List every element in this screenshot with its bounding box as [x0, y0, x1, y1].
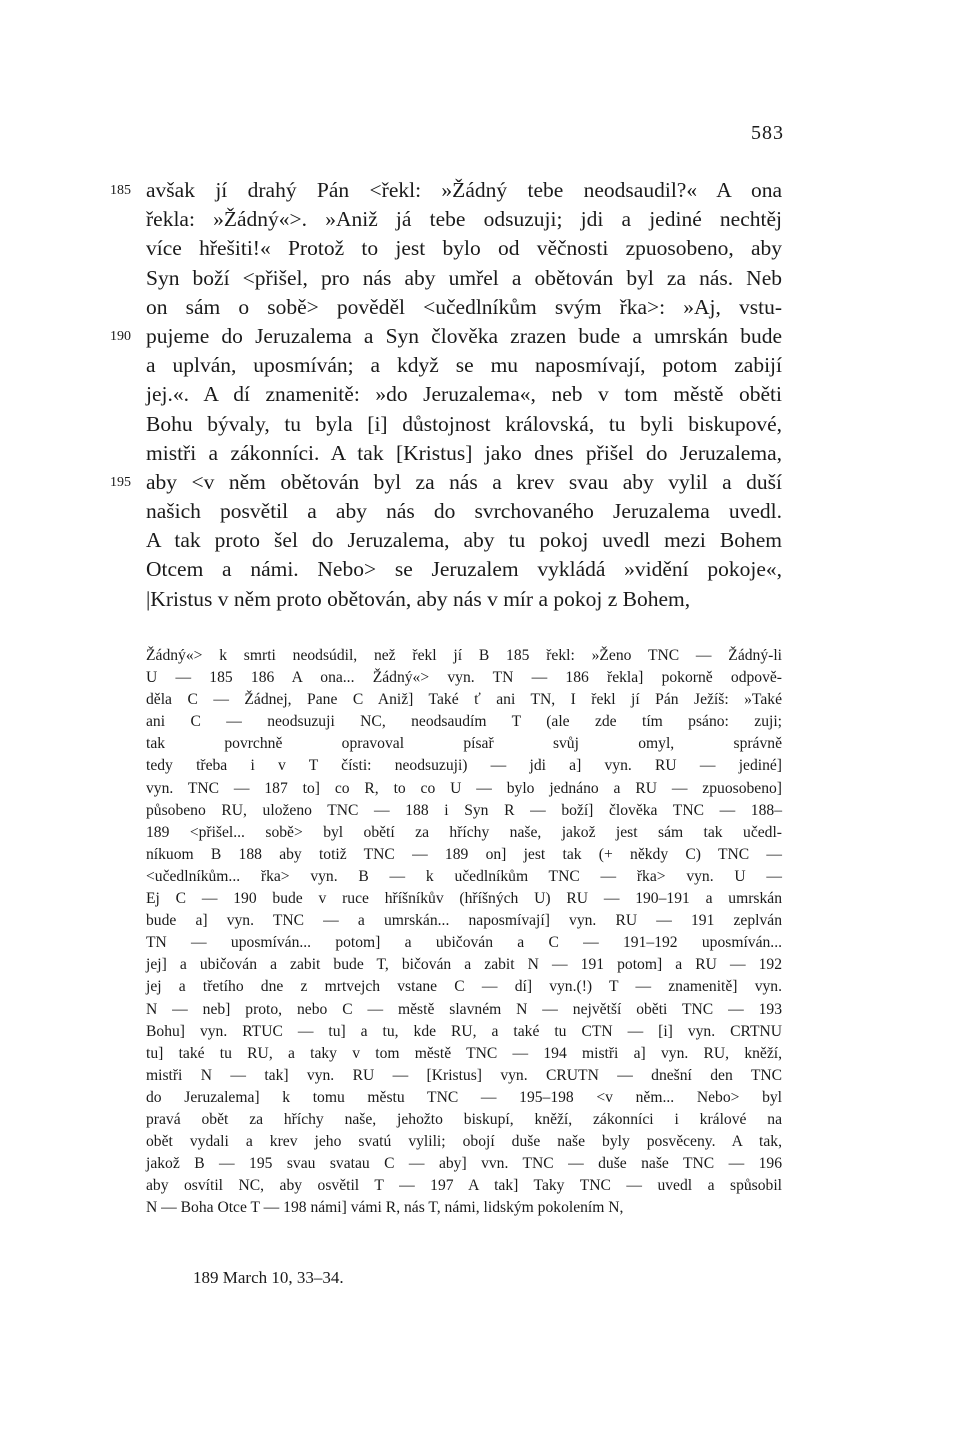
footnote-line: TN — uposmíván... potom] a ubičován a C — 191–192 uposmíván...: [146, 934, 782, 952]
text-line: [146, 293, 782, 322]
footnote-line: aby osvítil NC, aby osvětil T — 197 A tak] Taky TNC — uvedl a spůsobil: [146, 1177, 782, 1195]
text-line: [146, 205, 782, 234]
text-line: [110, 322, 782, 351]
line-text: aby <v něm obětován byl za nás a krev svau aby vylil a duší: [146, 469, 782, 494]
text-line: [146, 264, 782, 293]
footnote-line: vyn. TNC — 187 to] co R, to co U — bylo jednáno a RU — zpuosobeno]: [146, 779, 782, 797]
footnotes: [146, 645, 782, 1219]
text-line: [110, 468, 782, 497]
footnote-line: bude a] vyn. TNC — a umrskán... naposmívají] vyn. RU — 191 zeplván: [146, 912, 782, 930]
footnote-line: působeno RU, uloženo TNC — 188 i Syn R — boží] člověka TNC — 188–: [146, 801, 782, 819]
footnote-line: N — neb] proto, nebo C — městě slavném N — největší oběti TNC — 193: [146, 1000, 782, 1018]
footnote-line: U — 185 186 A ona... Žádný«> vyn. TN — 186 řekla] pokorně odpově-: [146, 669, 782, 687]
footnote-line: jej] a ubičován a zabit bude T, bičován a zabit N — 191 potom] a RU — 192: [146, 956, 782, 974]
footnote-line: pravá obět za hříchy naše, jehožto biskupí, kněží, zákonníci i králové na: [146, 1110, 782, 1128]
footnote-line: do Jeruzalema] k tomu městu TNC — 195–198 <v něm... Nebo> byl: [146, 1088, 782, 1106]
source-note: 189 March 10, 33–34.: [193, 1268, 344, 1287]
line-number: 195: [110, 474, 131, 490]
footnote-line: ani C — neodsuzuji NC, neodsaudím T (ale zde tím psáno: zuji;: [146, 713, 782, 731]
line-text: Syn boží <přišel, pro nás aby umřel a obětován byl za nás. Neb: [146, 265, 782, 290]
line-number: 190: [110, 328, 131, 344]
line-text: Otcem a námi. Nebo> se Jeruzalem vykládá »vidění pokoje«,: [146, 557, 782, 582]
page-number: 583: [751, 122, 784, 144]
text-line: [146, 526, 782, 555]
line-text: pujeme do Jeruzalema a Syn člověka zrazen bude a umrskán bude: [146, 323, 782, 348]
line-text: mistři a zákonníci. A tak [Kristus] jako dnes přišel do Jeruzalema,: [146, 440, 782, 465]
footnote-line: N — Boha Otce T — 198 námi] vámi R, nás T, námi, lidským pokolením N,: [146, 1199, 624, 1217]
line-text: |Kristus v něm proto obětován, aby nás v mír a pokoj z Bohem,: [146, 586, 691, 611]
text-line: [146, 497, 782, 526]
footnote-line: jej a třetího dne z mrtvejch vstane C — dí] vyn.(!) T — znamenitě] vyn.: [146, 978, 782, 996]
line-text: Bohu bývaly, tu byla [i] důstojnost královská, tu byli biskupové,: [146, 411, 782, 436]
footnote-line: níkuom B 188 aby totiž TNC — 189 on] jest tak (+ někdy C) TNC —: [146, 845, 782, 863]
line-text: a uplván, uposmíván; a když se mu naposmívají, potom zabijí: [146, 353, 782, 378]
footnote-line: 189 <přišel... sobě> byl obětí za hříchy naše, jakož jest sám tak učedl-: [146, 823, 782, 841]
footnote-line: jakož B — 195 svau svatau C — aby] vvn. TNC — duše naše TNC — 196: [146, 1155, 782, 1173]
footnote-line: obět vydali a krev jeho svatú vylili; obojí duše naše byly posvěceny. A tak,: [146, 1133, 782, 1151]
footnote-line: tu] také tu RU, a taky v tom městě TNC — 194 mistři a] vyn. RU, kněží,: [146, 1044, 782, 1062]
text-line: [146, 351, 782, 380]
line-text: řekla: »Žádný«>. »Aniž já tebe odsuzuji; jdi a jediné nechtěj: [146, 207, 782, 232]
line-text: našich posvětil a aby nás do svrchovaného Jeruzalema uvedl.: [146, 499, 782, 524]
text-line: [146, 439, 782, 468]
line-text: A tak proto šel do Jeruzalema, aby tu pokoj uvedl mezi Bohem: [146, 528, 782, 553]
text-line: [146, 410, 782, 439]
footnote-line: tedy třeba i v T čísti: neodsuzuji) — jdi a] vyn. RU — jediné]: [146, 757, 782, 775]
line-text: on sám o sobě> pověděl <učedlníkům svým řka>: »Aj, vstu-: [146, 294, 782, 319]
footnote-line: Žádný«> k smrti neodsúdil, než řekl jí B 185 řekl: »Ženo TNC — Žádný-li: [146, 647, 782, 664]
text-line: [146, 380, 782, 409]
line-number: 185: [110, 183, 131, 198]
line-text: jej.«. A dí znamenitě: »do Jeruzalema«, neb v tom městě oběti: [146, 382, 782, 407]
line-text: více hřešiti!« Protož to jest bylo od věčnosti zpuosobeno, aby: [146, 236, 782, 261]
footnote-line: Bohu] vyn. RTUC — tu] a tu, kde RU, a také tu CTN — [i] vyn. CRTNU: [146, 1022, 782, 1040]
text-line: [146, 585, 782, 614]
line-text: avšak jí drahý Pán <řekl: »Žádný tebe neodsaudil?« A ona: [146, 178, 782, 202]
text-line: [110, 176, 782, 205]
footnote-line: tak povrchně opravoval písař svůj omyl, správně: [146, 735, 782, 753]
main-text: [110, 176, 782, 614]
footnote-line: mistři N — tak] vyn. RU — [Kristus] vyn. CRUTN — dnešní den TNC: [146, 1066, 782, 1084]
footnote-line: děla C — Žádnej, Pane C Aniž] Také ť ani TN, I řekl jí Pán Ježíš: »Také: [146, 691, 782, 709]
footnote-line: Ej C — 190 bude v ruce hříšníkův (hříšných U) RU — 190–191 a umrskán: [146, 890, 782, 908]
footnote-line: <učedlníkům... řka> vyn. B — k učedlníkům TNC — řka> vyn. U —: [146, 867, 782, 885]
text-line: [146, 234, 782, 263]
text-line: [146, 555, 782, 584]
